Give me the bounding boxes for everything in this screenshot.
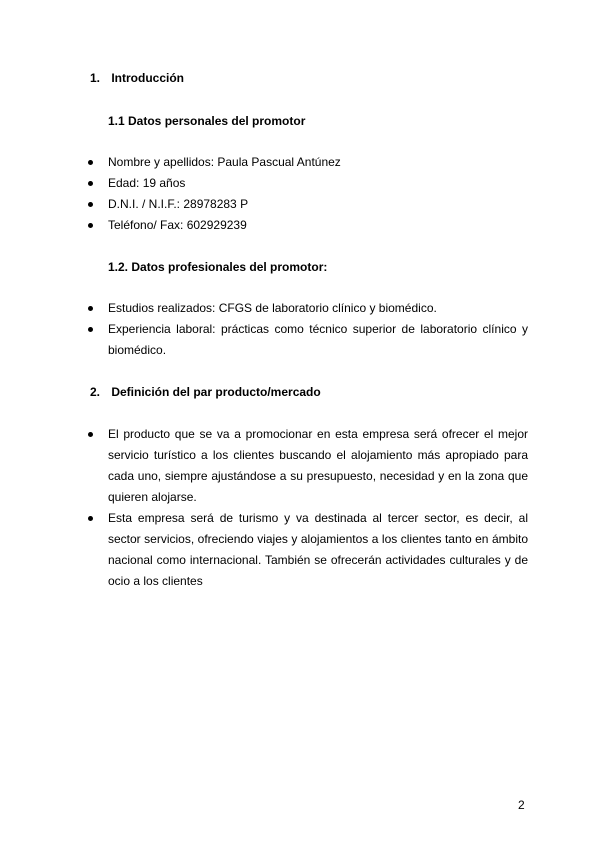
section-1-number: 1. xyxy=(90,71,101,85)
list-item-text: Teléfono/ Fax: 602929239 xyxy=(108,218,247,232)
subsection-1-2-title: 1.2. Datos profesionales del promotor: xyxy=(108,260,328,274)
bullet-icon xyxy=(88,516,93,521)
list-item xyxy=(88,424,528,508)
section-2-number: 2. xyxy=(90,385,101,399)
list-item xyxy=(88,173,528,194)
list-item xyxy=(88,152,528,173)
list-item xyxy=(88,215,528,236)
list-item-text: El producto que se va a promocionar en esta empresa será ofrecer el mejor servicio turístico a los clientes buscando el alojamiento más apropiado para cada uno, siempre ajustándose a su presupuesto, necesidad y en la zona que quieren alojarse. xyxy=(108,427,528,504)
list-item-text: D.N.I. / N.I.F.: 28978283 P xyxy=(108,197,249,211)
list-item-text: Estudios realizados: CFGS de laboratorio clínico y biomédico. xyxy=(108,301,437,315)
bullet-icon xyxy=(88,223,93,228)
bullet-icon xyxy=(88,306,93,311)
list-item xyxy=(88,319,528,361)
section-1-heading xyxy=(90,68,184,89)
list-item-text: Experiencia laboral: prácticas como técnico superior de laboratorio clínico y biomédico. xyxy=(108,322,528,357)
bullet-icon xyxy=(88,202,93,207)
page-number: 2 xyxy=(518,798,525,812)
bullet-icon xyxy=(88,181,93,186)
list-item xyxy=(88,508,528,592)
subsection-1-1-title: 1.1 Datos personales del promotor xyxy=(108,114,306,128)
bullet-icon xyxy=(88,160,93,165)
list-item xyxy=(88,298,528,319)
section-2-title: Definición del par producto/mercado xyxy=(111,385,321,399)
bullet-icon xyxy=(88,327,93,332)
section-1-title: Introducción xyxy=(111,71,185,85)
section-2-heading xyxy=(90,382,321,403)
list-item-text: Esta empresa será de turismo y va destinada al tercer sector, es decir, al sector servicios, ofreciendo viajes y alojamientos a los clientes tanto en ámbito nacional como internacional. También se ofrecerán actividades culturales y de ocio a los clientes xyxy=(108,511,528,588)
list-item-text: Nombre y apellidos: Paula Pascual Antúnez xyxy=(108,155,341,169)
bullet-icon xyxy=(88,432,93,437)
list-item xyxy=(88,194,528,215)
list-item-text: Edad: 19 años xyxy=(108,176,186,190)
